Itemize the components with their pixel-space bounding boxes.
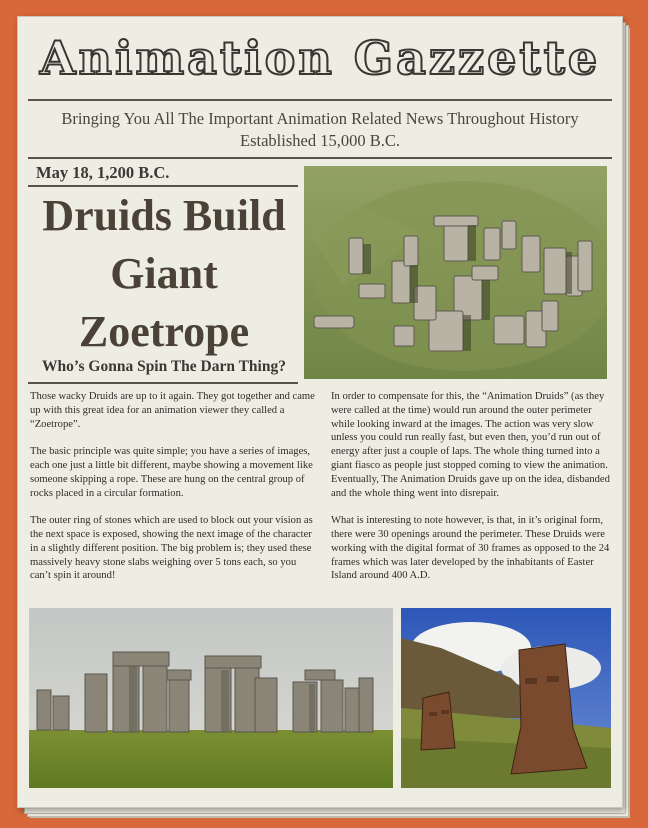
masthead-established: Established 15,000 B.C.	[240, 131, 400, 150]
article-date: May 18, 1,200 B.C.	[36, 163, 170, 182]
column-2-paragraph: In order to compensate for this, the “Animation Druids” (as they were called at the time) would run around the outer perimeter while looking inward at the images. The action was very slow unless you could run really fast, but even then, you’d run out of energy after just a couple of laps. The whole thing turned into a giant fiasco as people just stopped coming to view the animation. Eventually, The Animation Druids gave up on the idea, disbanded and the whole thing went into disrepair.	[331, 391, 610, 499]
article-column-2	[331, 390, 613, 597]
masthead-rule-top	[28, 99, 612, 101]
stonehenge-aerial-photo	[304, 166, 607, 379]
moai-statues-image	[401, 608, 611, 788]
masthead-rule-bottom	[28, 157, 612, 159]
masthead-tagline: Bringing You All The Important Animation Related News Throughout History	[61, 109, 579, 128]
masthead-title: Animation Gazzette	[39, 31, 601, 85]
column-1-paragraph: Those wacky Druids are up to it again. They got together and came up with this great idea for an animation viewer they called a “Zoetrope”.	[30, 391, 315, 430]
article-headline: Druids Build Giant Zoetrope	[42, 191, 286, 356]
stonehenge-aerial-image	[304, 166, 607, 379]
stonehenge-ground-image	[29, 608, 393, 788]
article-subhead: Who’s Gonna Spin The Darn Thing?	[42, 358, 286, 375]
stonehenge-ground-photo	[29, 608, 393, 788]
easter-island-photo	[401, 608, 611, 788]
column-1-paragraph: The outer ring of stones which are used to block out your vision as the next space is exposed, showing the next image of the character in a slightly different position. The big problem is; they used these massively heavy stone slabs weighing over 5 tons each, so you can’t spin it around!	[30, 515, 313, 582]
article-column-1	[30, 390, 318, 597]
newspaper-page	[17, 16, 623, 808]
column-2-paragraph: What is interesting to note however, is that, in it’s original form, there were 30 openings around the perimeter. These Druids were working with the digital format of 30 frames as opposed to the 24 frames which was later developed by the inhabitants of Easter Island around 400 A.D.	[331, 515, 610, 582]
subhead-rule	[28, 382, 298, 384]
column-1-paragraph: The basic principle was quite simple; you have a series of images, each one just a little bit different, maybe showing a movement like someone skipping a rope. These are hung on the central group of rocks placed in a circular formation.	[30, 446, 313, 499]
